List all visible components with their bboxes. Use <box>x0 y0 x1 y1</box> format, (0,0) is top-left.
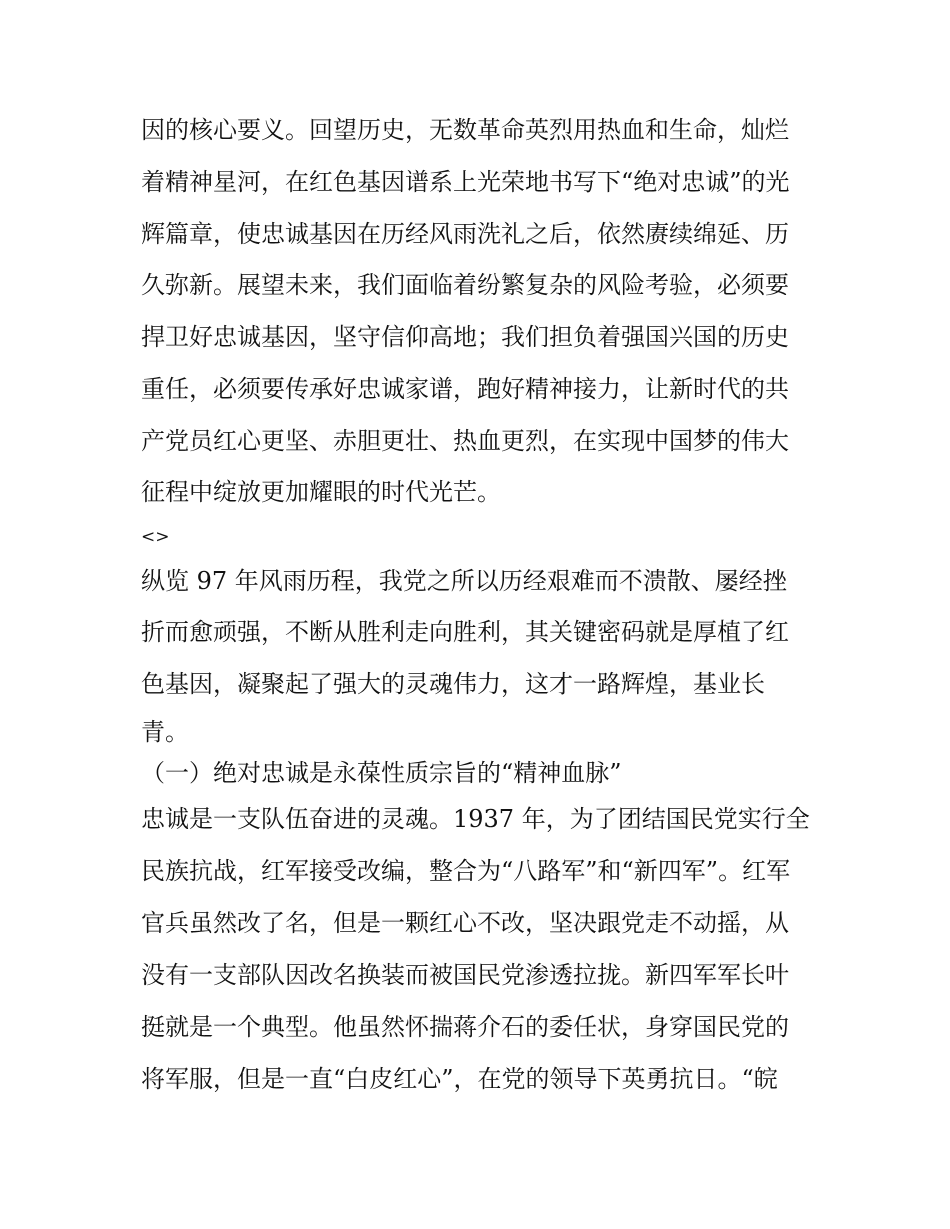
text-line: 产党员红心更坚、赤胆更壮、热血更烈，在实现中国梦的伟大 <box>141 427 789 455</box>
text-line: 着精神星河，在红色基因谱系上光荣地书写下“绝对忠诚”的光 <box>141 168 790 196</box>
text-line: 因的核心要义。回望历史，无数革命英烈用热血和生命，灿烂 <box>141 116 789 144</box>
text-line: 忠诚是一支队伍奋进的灵魂。1937 年，为了团结国民党实行全 <box>141 805 810 833</box>
text-line: 纵览 97 年风雨历程，我党之所以历经艰难而不溃散、屡经挫 <box>141 567 787 595</box>
text-line: 捍卫好忠诚基因，坚守信仰高地；我们担负着强国兴国的历史 <box>141 323 789 351</box>
text-line: 折而愈顽强，不断从胜利走向胜利，其关键密码就是厚植了红 <box>141 618 789 646</box>
text-line: 没有一支部队因改名换装而被国民党渗透拉拢。新四军军长叶 <box>141 961 789 989</box>
text-line: 久弥新。展望未来，我们面临着纷繁复杂的风险考验，必须要 <box>141 271 789 299</box>
text-line: 官兵虽然改了名，但是一颗红心不改，坚决跟党走不动摇，从 <box>141 909 789 937</box>
text-line: 色基因，凝聚起了强大的灵魂伟力，这才一路辉煌，基业长 <box>141 670 765 698</box>
section-heading: （一）绝对忠诚是永葆性质宗旨的“精神血脉” <box>141 759 622 787</box>
text-line: 民族抗战，红军接受改编，整合为“八路军”和“新四军”。红军 <box>141 857 791 885</box>
text-line: 辉篇章，使忠诚基因在历经风雨洗礼之后，依然赓续绵延、历 <box>141 220 789 248</box>
section-marker: <> <box>141 527 170 547</box>
text-line: 挺就是一个典型。他虽然怀揣蒋介石的委任状，身穿国民党的 <box>141 1013 789 1041</box>
text-line: 重任，必须要传承好忠诚家谱，跑好精神接力，让新时代的共 <box>141 375 789 403</box>
text-line: 将军服，但是一直“白皮红心”，在党的领导下英勇抗日。“皖 <box>141 1065 778 1093</box>
text-line: 青。 <box>141 718 189 746</box>
text-line: 征程中绽放更加耀眼的时代光芒。 <box>141 478 501 506</box>
